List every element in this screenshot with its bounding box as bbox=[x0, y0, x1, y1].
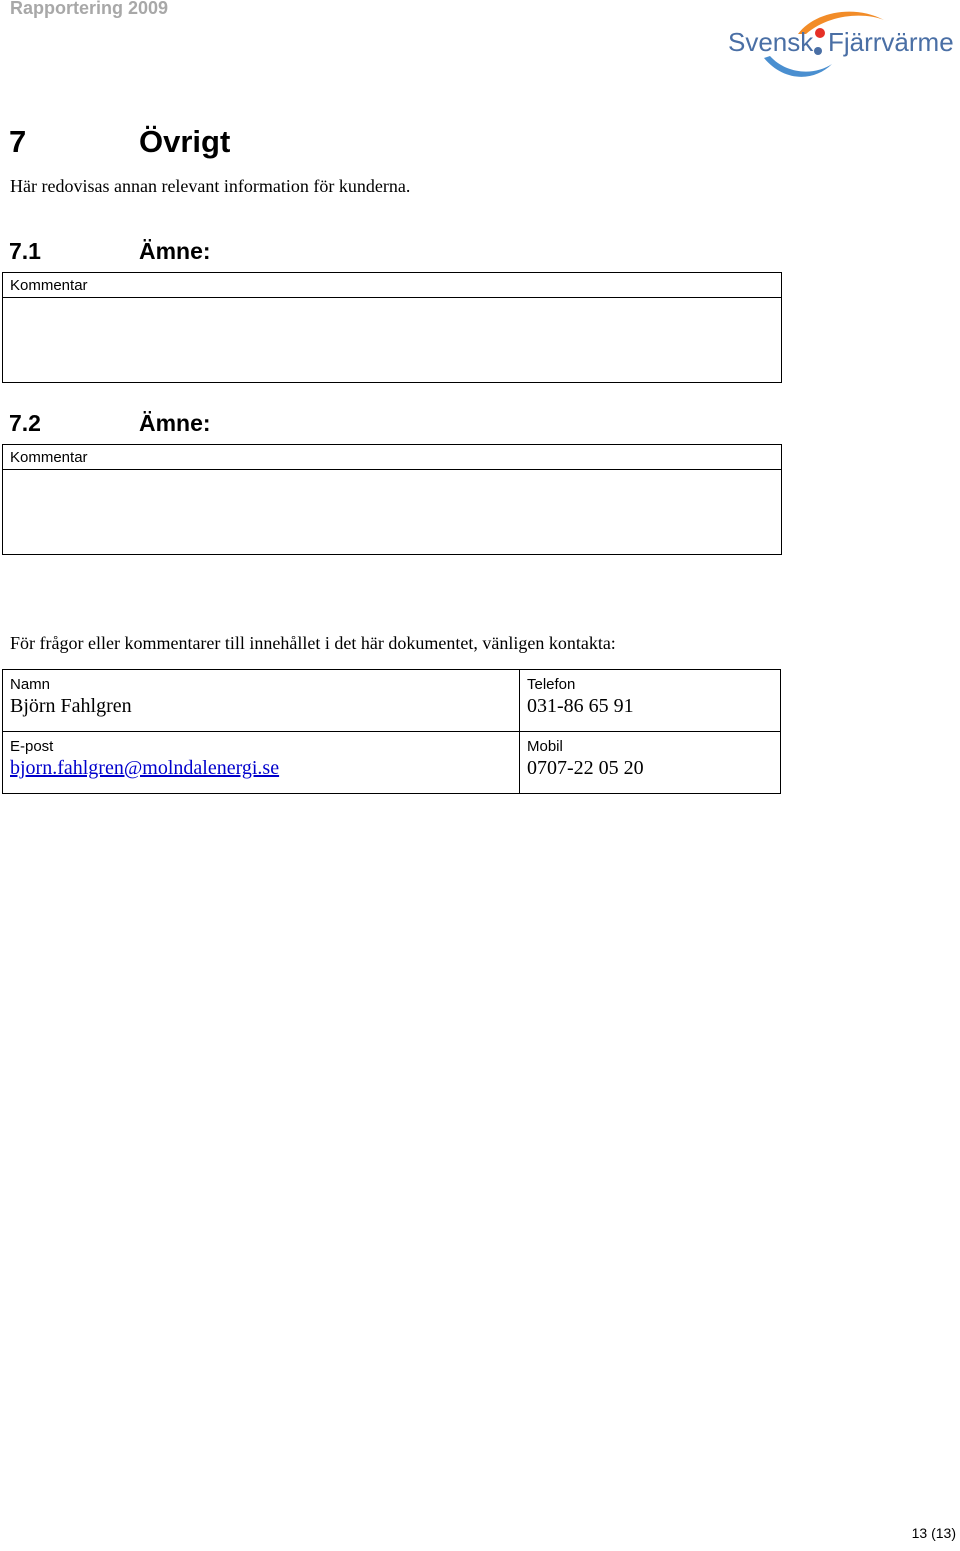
logo-dot-blue bbox=[814, 47, 822, 55]
comment-label: Kommentar bbox=[10, 449, 88, 466]
email-cell bbox=[3, 732, 520, 794]
mobile-label: Mobil bbox=[527, 738, 563, 755]
logo-word-svensk: Svensk bbox=[728, 27, 814, 57]
logo-word-fjarrvarme: Fjärrvärme bbox=[828, 27, 954, 57]
comment-label-row bbox=[3, 273, 781, 298]
contact-row-1 bbox=[3, 670, 781, 732]
phone-cell bbox=[520, 670, 781, 732]
subsection-number: 7.2 bbox=[9, 410, 41, 436]
page-number: 13 (13) bbox=[911, 1525, 956, 1541]
section-number: 7 bbox=[9, 124, 27, 159]
email-label: E-post bbox=[10, 738, 54, 755]
email-link[interactable]: bjorn.fahlgren@molndalenergi.se bbox=[10, 757, 280, 779]
subsection-title: Ämne: bbox=[139, 238, 211, 264]
contact-table bbox=[2, 669, 781, 794]
comment-box-2 bbox=[2, 444, 782, 555]
comment-field[interactable] bbox=[3, 470, 781, 554]
phone-value: 031-86 65 91 bbox=[527, 695, 634, 717]
comment-label: Kommentar bbox=[10, 277, 88, 294]
section-title: Övrigt bbox=[139, 124, 231, 159]
contact-row-2 bbox=[3, 732, 781, 794]
subsection-number: 7.1 bbox=[9, 238, 41, 264]
comment-label-row bbox=[3, 445, 781, 470]
name-value: Björn Fahlgren bbox=[10, 695, 132, 717]
logo-dot-red bbox=[815, 28, 825, 38]
name-cell bbox=[3, 670, 520, 732]
comment-field[interactable] bbox=[3, 298, 781, 382]
report-header-title: Rapportering 2009 bbox=[10, 0, 169, 18]
contact-intro: För frågor eller kommentarer till innehållet i det här dokumentet, vänligen kontakta: bbox=[10, 633, 616, 653]
logo-swoosh-blue bbox=[764, 56, 832, 77]
name-label: Namn bbox=[10, 676, 51, 693]
subsection-title: Ämne: bbox=[139, 410, 211, 436]
mobile-cell bbox=[520, 732, 781, 794]
section-intro: Här redovisas annan relevant information för kunderna. bbox=[10, 176, 411, 196]
comment-box-1 bbox=[2, 272, 782, 383]
phone-label: Telefon bbox=[527, 676, 576, 693]
svensk-fjarrvarme-logo bbox=[724, 6, 956, 82]
mobile-value: 0707-22 05 20 bbox=[527, 757, 644, 779]
